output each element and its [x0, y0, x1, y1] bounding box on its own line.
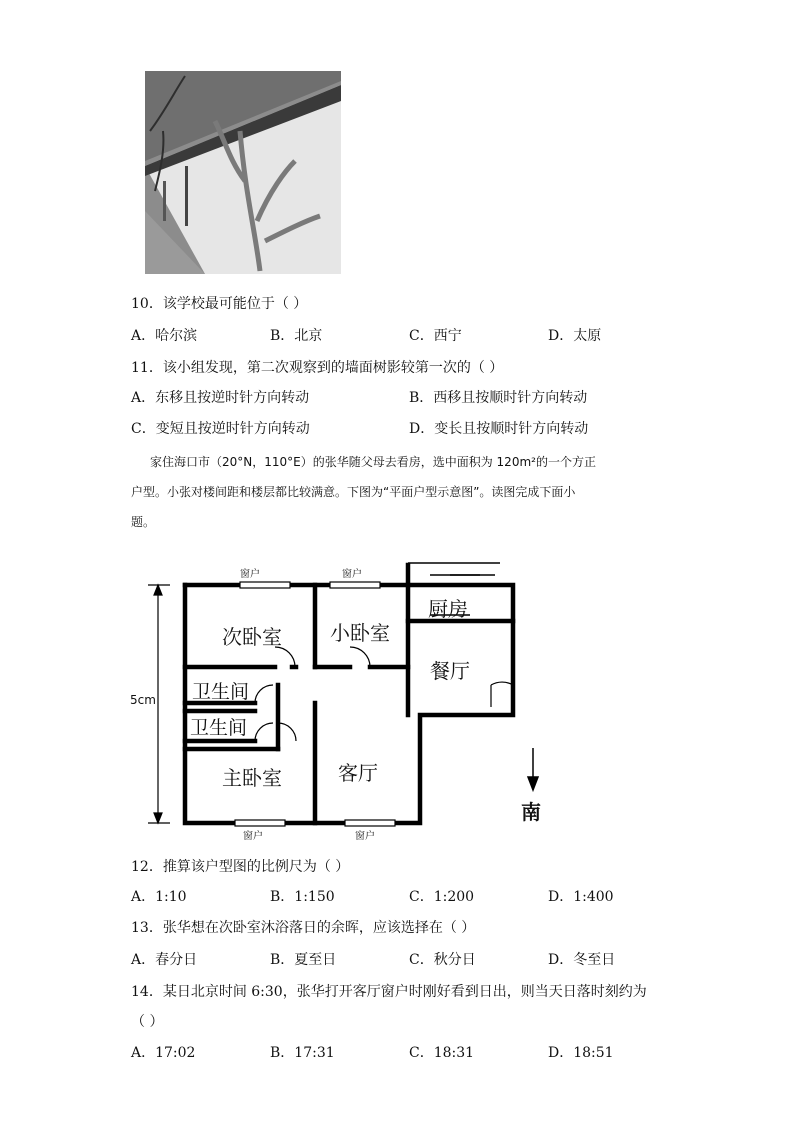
window-label-top-1: 窗户 — [240, 569, 260, 580]
compass-south-label: 南 — [521, 800, 541, 824]
q14-option-d[interactable]: D．18:51 — [548, 1045, 614, 1061]
q10-option-b[interactable]: B．北京 — [270, 328, 323, 344]
window-label-bottom-2: 窗户 — [355, 831, 375, 842]
dimension-label: 5cm — [130, 693, 156, 707]
q14-option-a[interactable]: A．17:02 — [131, 1045, 196, 1061]
question-14-stem-line2: （ ） — [131, 1014, 164, 1030]
question-12-stem: 12．推算该户型图的比例尺为（ ） — [131, 859, 350, 875]
q13-option-c[interactable]: C．秋分日 — [409, 952, 476, 968]
photo-of-wall-with-tree-shadow-icon — [145, 71, 341, 274]
q10-option-d[interactable]: D．太原 — [548, 328, 602, 344]
room-dining: 餐厅 — [430, 659, 470, 683]
intro-line-2: 户型。小张对楼间距和楼层都比较满意。下图为“平面户型示意图”。读图完成下面小 — [131, 485, 576, 499]
q12-option-b[interactable]: B．1:150 — [270, 889, 335, 905]
room-bathroom-1: 卫生间 — [192, 681, 250, 703]
room-living: 客厅 — [338, 761, 378, 785]
room-small-bedroom: 小卧室 — [330, 621, 390, 645]
window-label-top-2: 窗户 — [342, 569, 362, 580]
question-10-stem: 10．该学校最可能位于（ ） — [131, 296, 308, 312]
question-14-stem-line1: 14．某日北京时间 6:30，张华打开客厅窗户时刚好看到日出，则当天日落时刻约为 — [131, 984, 647, 1000]
room-kitchen: 厨房 — [428, 597, 468, 621]
q11-option-c[interactable]: C．变短且按逆时针方向转动 — [131, 421, 310, 437]
q11-option-a[interactable]: A．东移且按逆时针方向转动 — [131, 390, 310, 406]
q11-option-b[interactable]: B．西移且按顺时针方向转动 — [409, 390, 588, 406]
q10-option-a[interactable]: A．哈尔滨 — [131, 328, 198, 344]
question-13-stem: 13．张华想在次卧室沐浴落日的余晖，应该选择在（ ） — [131, 920, 476, 936]
q10-option-c[interactable]: C．西宁 — [409, 328, 462, 344]
window-label-bottom-1: 窗户 — [243, 831, 263, 842]
question-11-stem: 11．该小组发现，第二次观察到的墙面树影较第一次的（ ） — [131, 360, 504, 376]
room-bathroom-2: 卫生间 — [190, 717, 248, 739]
q11-option-d[interactable]: D．变长且按顺时针方向转动 — [409, 421, 589, 437]
wall-shadow-photo — [145, 71, 341, 274]
q14-option-c[interactable]: C．18:31 — [409, 1045, 475, 1061]
q13-option-b[interactable]: B．夏至日 — [270, 952, 337, 968]
intro-line-1: 家住海口市（20°N，110°E）的张华随父母去看房，选中面积为 120m²的一个方正 — [150, 455, 596, 469]
q13-option-a[interactable]: A．春分日 — [131, 952, 198, 968]
q14-option-b[interactable]: B．17:31 — [270, 1045, 335, 1061]
q13-option-d[interactable]: D．冬至日 — [548, 952, 616, 968]
q12-option-d[interactable]: D．1:400 — [548, 889, 614, 905]
q12-option-a[interactable]: A．1:10 — [131, 889, 187, 905]
q12-option-c[interactable]: C．1:200 — [409, 889, 475, 905]
room-master-bedroom: 主卧室 — [222, 766, 282, 790]
room-second-bedroom: 次卧室 — [222, 625, 282, 649]
intro-line-3: 题。 — [131, 515, 156, 529]
floor-plan-diagram — [130, 555, 570, 845]
